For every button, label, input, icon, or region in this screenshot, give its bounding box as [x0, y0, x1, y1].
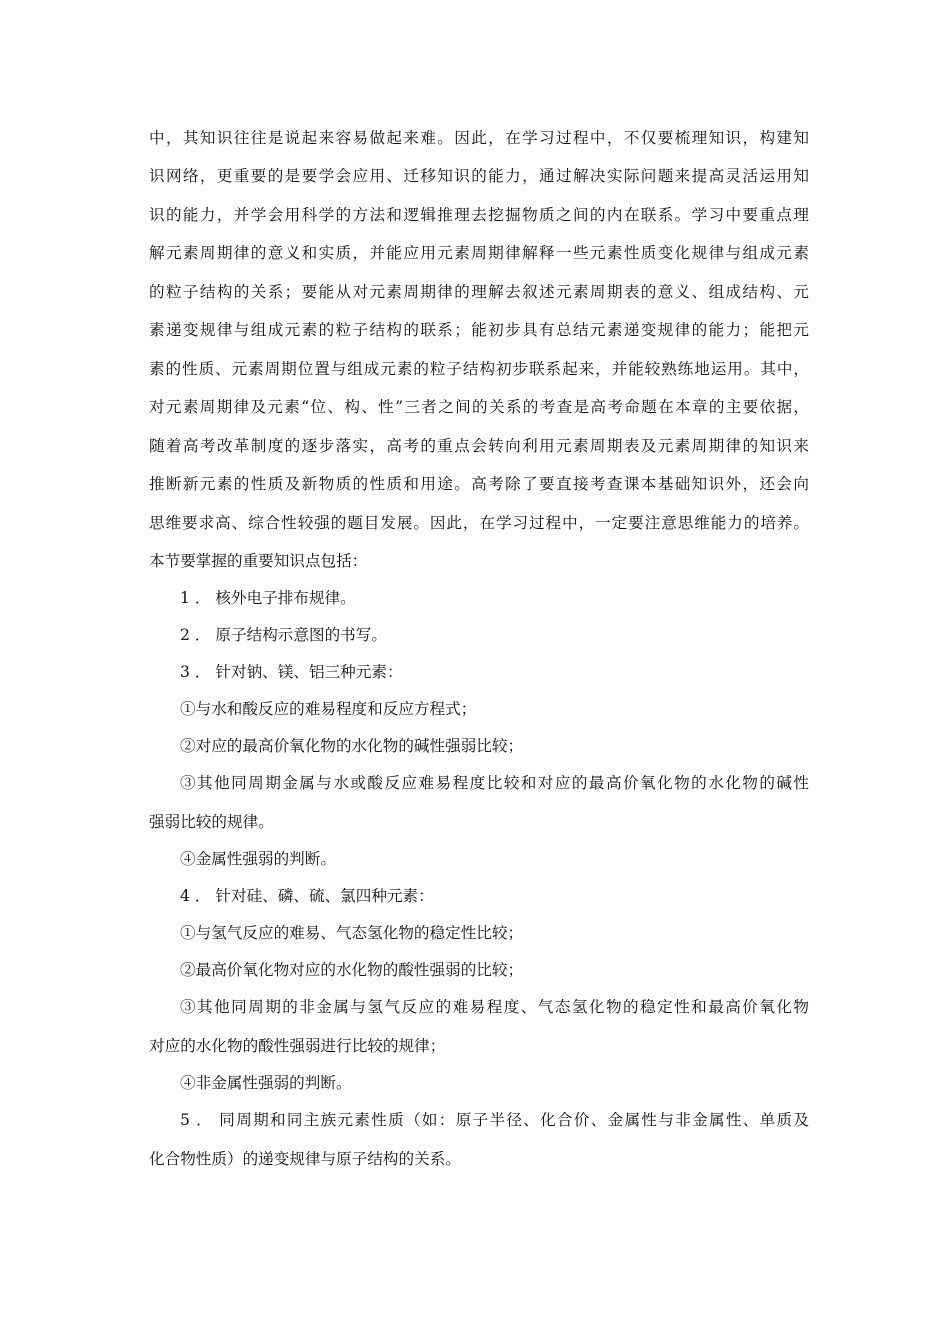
sub-item: ①与水和酸反应的难易程度和反应方程式； — [180, 700, 477, 718]
paragraph-line: 解元素周期律的意义和实质，并能应用元素周期律解释一些元素性质变化规律与组成元素 — [149, 244, 809, 262]
list-item-5: 5 ． 同周期和同主族元素性质（如：原子半径、化合价、金属性与非金属性、单质及 — [180, 1111, 809, 1129]
list-item-3: 3 ． 针对钠、镁、铝三种元素： — [180, 663, 403, 681]
paragraph-line: 推断新元素的性质及新物质的性质和用途。高考除了要直接考查课本基础知识外，还会向 — [149, 475, 809, 493]
sub-item-continuation: 强弱比较的规律。 — [149, 813, 274, 831]
paragraph-line: 素的性质、元素周期位置与组成元素的粒子结构初步联系起来，并能较熟练地运用。其中， — [149, 360, 809, 378]
section-intro: 本节要掌握的重要知识点包括： — [149, 552, 368, 570]
paragraph-line: 中，其知识往往是说起来容易做起来难。因此，在学习过程中，不仅要梳理知识，构建知 — [149, 129, 809, 147]
paragraph-line: 对元素周期律及元素“位、构、性”三者之间的关系的考查是高考命题在本章的主要依据， — [149, 398, 809, 416]
sub-item: ④金属性强弱的判断。 — [180, 850, 336, 868]
paragraph-line: 随着高考改革制度的逐步落实，高考的重点会转向利用元素周期表及元素周期律的知识来 — [149, 437, 809, 455]
sub-item: ③其他同周期的非金属与氢气反应的难易程度、气态氢化物的稳定性和最高价氧化物 — [180, 998, 809, 1016]
paragraph-line: 素递变规律与组成元素的粒子结构的联系；能初步具有总结元素递变规律的能力；能把元 — [149, 321, 809, 339]
paragraph-line: 识的能力，并学会用科学的方法和逻辑推理去挖掘物质之间的内在联系。学习中要重点理 — [149, 206, 809, 224]
paragraph-line: 思维要求高、综合性较强的题目发展。因此，在学习过程中，一定要注意思维能力的培养。 — [149, 514, 809, 532]
list-item-1: 1 ． 核外电子排布规律。 — [180, 589, 356, 607]
paragraph-line: 识网络，更重要的是要学会应用、迁移知识的能力，通过解决实际问题来提高灵活运用知 — [149, 167, 809, 185]
list-item-4: 4 ． 针对硅、磷、硫、氯四种元素： — [180, 887, 434, 905]
sub-item: ③其他同周期金属与水或酸反应难易程度比较和对应的最高价氧化物的水化物的碱性 — [180, 774, 809, 792]
list-item-2: 2 ． 原子结构示意图的书写。 — [180, 626, 387, 644]
sub-item-continuation: 对应的水化物的酸性强弱进行比较的规律； — [149, 1037, 446, 1055]
list-item-5-continuation: 化合物性质）的递变规律与原子结构的关系。 — [149, 1150, 461, 1168]
sub-item: ②最高价氧化物对应的水化物的酸性强弱的比较； — [180, 961, 524, 979]
sub-item: ②对应的最高价氧化物的水化物的碱性强弱比较； — [180, 737, 524, 755]
sub-item: ④非金属性强弱的判断。 — [180, 1074, 352, 1092]
paragraph-line: 的粒子结构的关系；要能从对元素周期律的理解去叙述元素周期表的意义、组成结构、元 — [149, 283, 809, 301]
sub-item: ①与氢气反应的难易、气态氢化物的稳定性比较； — [180, 924, 524, 942]
